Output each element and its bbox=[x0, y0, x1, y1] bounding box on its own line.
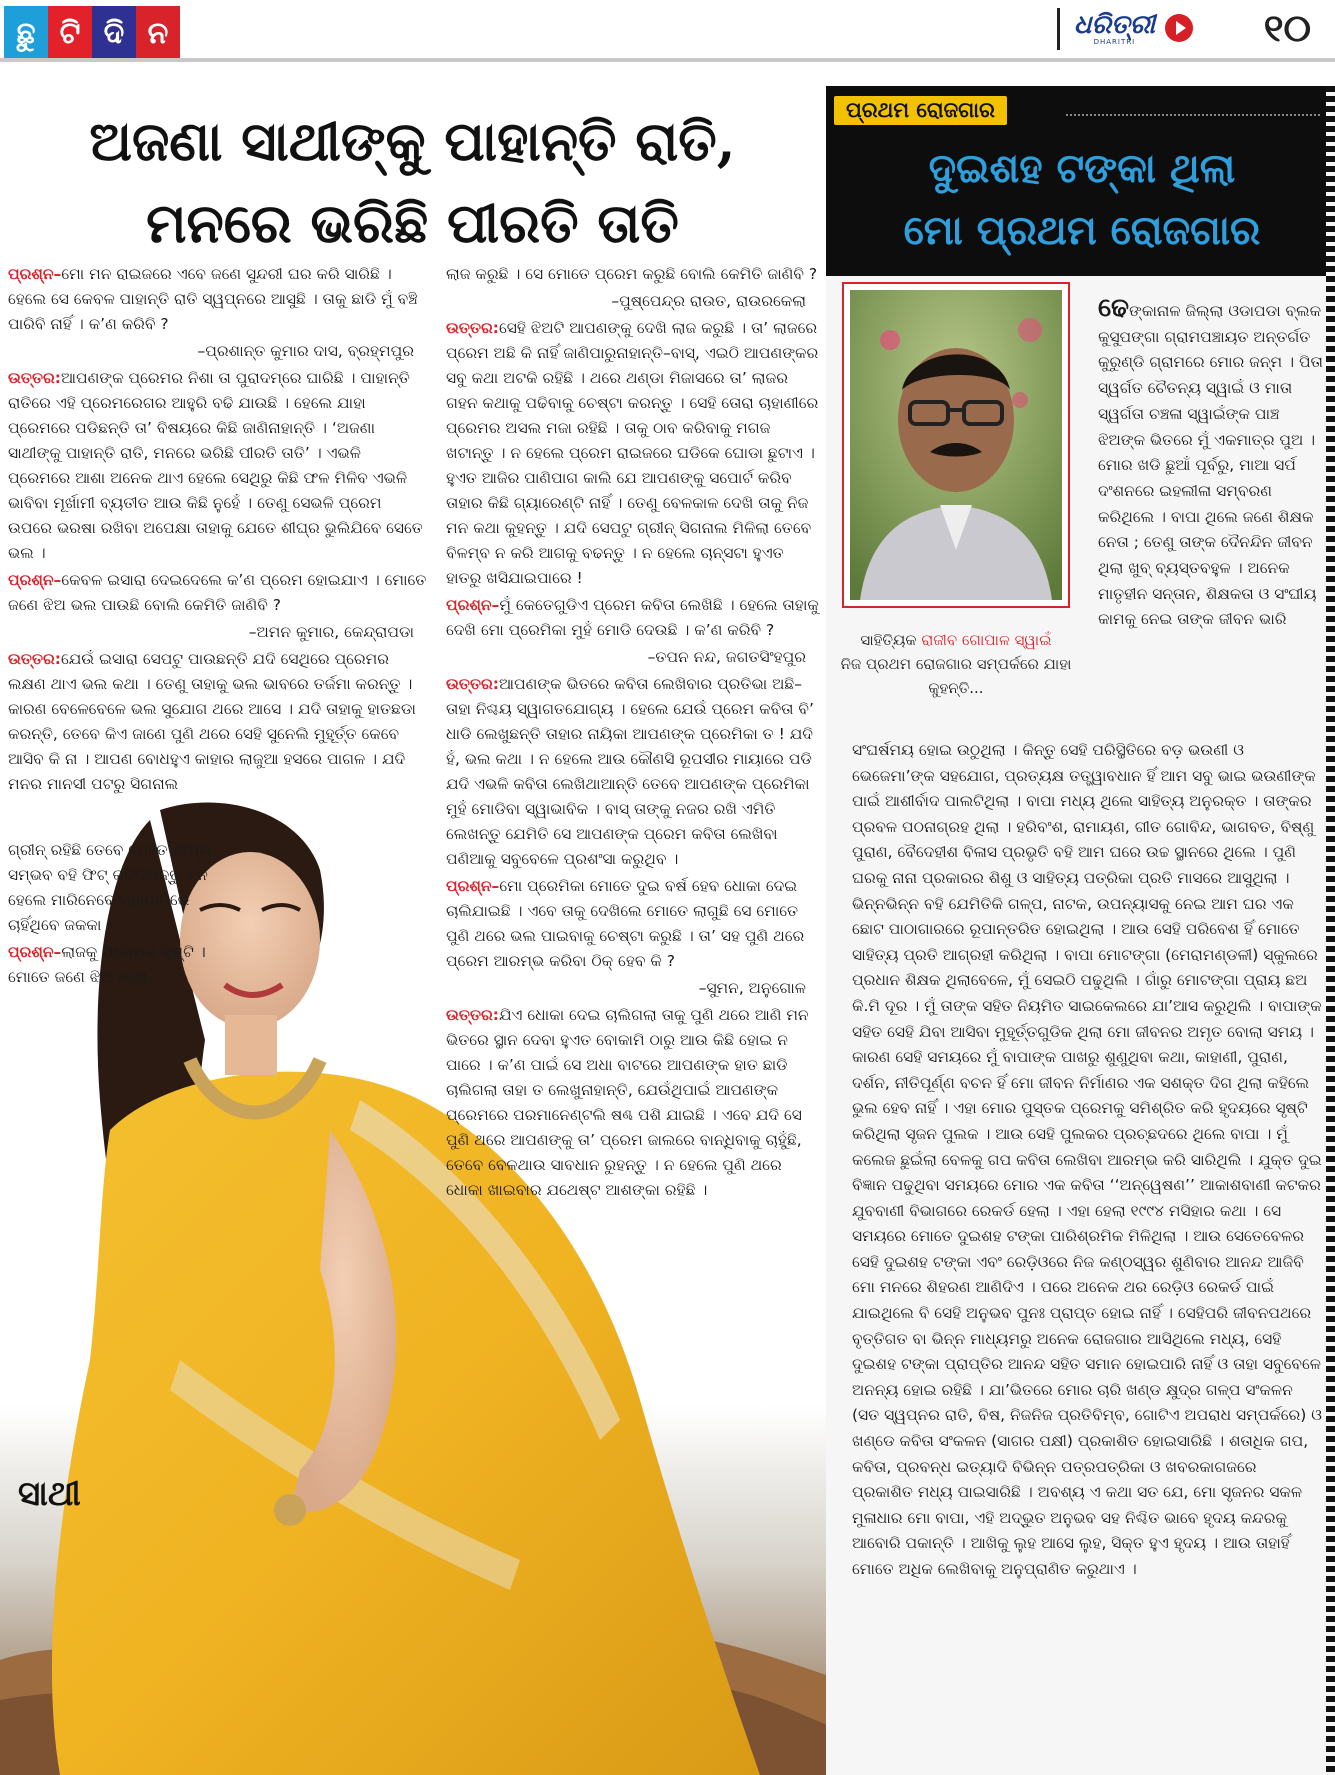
article-intro bbox=[1098, 293, 1324, 633]
qa-text: ଗ୍ରୀନ୍ ରହିଛି ତେବେ ଯେତେ ଶୀଘ୍ର ସମ୍ଭବ ବହି ଫିଟ୍ କରିଦିଅନ୍ତୁ । ନ ହେଲେ ମାରିନେବେ ମହାପାତ୍ରେ ଚାହିଁଥିବେ ଜକକା ! bbox=[8, 841, 211, 934]
qa-text: ମୁଁ କେତେଗୁଡିଏ ପ୍ରେମ କବିତା ଲେଖିଛି । ହେଲେ ତାହାକୁ ଦେଖି ମୋ ପ୍ରେମିକା ମୁହଁ ମୋଡି ଦେଉଛି । କ’ଣ କରିବି ? bbox=[446, 596, 819, 639]
portrait-caption bbox=[838, 628, 1074, 700]
question bbox=[8, 262, 428, 337]
brand-letter: ଛୁ bbox=[4, 6, 48, 60]
answer bbox=[446, 262, 820, 287]
qa-text: ଲାଜ କରୁଛି । ସେ ମୋତେ ପ୍ରେମ କରୁଛି ବୋଲି କେମିତି ଜାଣିବି ? bbox=[446, 265, 818, 283]
answer bbox=[446, 1003, 820, 1203]
question-label: ପ୍ରଶ୍ନ– bbox=[8, 571, 62, 589]
decorative-side-bar bbox=[1326, 86, 1335, 1775]
author-portrait bbox=[842, 282, 1070, 608]
caption-rest: ନିଜ ପ୍ରଥମ ରୋଜଗାର ସମ୍ପର୍କରେ ଯାହା କୁହନ୍ତି... bbox=[840, 655, 1072, 697]
question bbox=[446, 874, 820, 974]
question-label: ପ୍ରଶ୍ନ– bbox=[446, 877, 500, 895]
qa-text: ଆପଣଙ୍କ ପ୍ରେମର ନିଶା ତା ପୁରାଦମ୍ରେ ଘାରିଛି । ପାହାନ୍ତି ରାତିରେ ଏହି ପ୍ରେମରେଗର ଆହୁରି ବଢି ଯାଉଛି । ହେଲେ ଯାହା ପ୍ରେମରେ ପଡିଛନ୍ତି ତା’ ବିଷୟରେ କିଛି ଜାଣିନାହାନ୍ତି । ‘ଅଜଣା ସାଥୀଙ୍କୁ ପାହାନ୍ତି ରାତି, ମନରେ ଭରିଛି ପୀରତି ତାତି’ । ଏଭଳି ପ୍ରେମରେ ଆଶା ଅନେକ ଥାଏ ହେଲେ ସେଥିରୁ କିଛି ଫଳ ମିଳିବ ଏଭଳି ଭାବିବା ମୂର୍ଖାମୀ ବ୍ୟତୀତ ଆଉ କିଛି ନୁହେଁ । ତେଣୁ ସେଭଳି ପ୍ରେମ ଉପରେ ଭରଷା ରଖିବା ଅପେକ୍ଷା ତାହାକୁ ଯେତେ ଶୀଘ୍ର ଭୁଲିଯିବେ ସେତେ ଭଲ । bbox=[8, 369, 423, 562]
qa-text: କେବଳ ଇସାରା ଦେଇଦେଲେ କ’ଣ ପ୍ରେମ ହୋଇଯାଏ । ମୋତେ ଜଣେ ଝିଅ ଭଲ ପାଉଛି ବୋଲି କେମିତି ଜାଣିବି ? bbox=[8, 571, 427, 614]
columnist-signature: ସାଥୀ bbox=[18, 1474, 81, 1514]
section-brand bbox=[4, 6, 180, 60]
drop-cap: ଢେ bbox=[1098, 293, 1130, 323]
brand-letter: ଟି bbox=[48, 6, 92, 60]
answer-label: ଉତ୍ତର: bbox=[446, 319, 499, 337]
author-name: ରାଜୀବ ଗୋପାଳ ସ୍ୱାଇଁ bbox=[921, 631, 1052, 649]
answer-label: ଉତ୍ତର: bbox=[446, 675, 499, 693]
answer-label: ଉତ୍ତର: bbox=[446, 1006, 499, 1024]
qa-text: ସେହି ଝିଅଟି ଆପଣଙ୍କୁ ଦେଖି ଲାଜ କରୁଛି । ତା’ ଲାଜରେ ପ୍ରେମ ଅଛି କି ନାହିଁ ଜାଣିପାରୁନାହାନ୍ତି–ବାସ୍, ଏଇଠି ଆପଣଙ୍କର ସବୁ କଥା ଅଟକି ରହିଛି । ଥରେ ଥଣ୍ଡା ମିଜାସରେ ତା’ ଲାଜର ଗହନ କଥାକୁ ପଢିବାକୁ ଚେଷ୍ଟା କରନ୍ତୁ । ସେହି ତୋରା ଚାହାଣୀରେ ପ୍ରେମର ଅସଲ ମଜା ରହିଛି । ତାକୁ ଠାବ କରିବାକୁ ମଗଜ ଖଟାନ୍ତୁ । ନ ହେଲେ ପ୍ରେମ ରାଇଜରେ ଘଡିକେ ଘୋଡା ଛୁଟାଏ । ହୁଏତ ଆଜିର ପାଣିପାଗ କାଲି ଯେ ଆପଣଙ୍କୁ ସପୋର୍ଟ କରିବ ତାହାର କିଛି ଗ୍ୟାରେଣ୍ଟି ନାହିଁ । ତେଣୁ ବେଳକାଳ ଦେଖି ତାକୁ ନିଜ ମନ କଥା କୁହନ୍ତୁ । ଯଦି ସେପଟୁ ଗ୍ରୀନ୍ ସିଗନାଲ ମିଳିଲା ତେବେ ବିଳମ୍ବ ନ କରି ଆଗକୁ ବଢନ୍ତୁ । ନ ହେଲେ ଚାନ୍ସଟା ହୁଏତ ହାତରୁ ଖସିଯାଇପାରେ ! bbox=[446, 319, 819, 587]
questioner-signature: –ଅମନ କୁମାର, କେନ୍ଦ୍ରାପଡା bbox=[248, 623, 414, 641]
right-article-title bbox=[836, 138, 1328, 262]
brand-letter: ଦି bbox=[92, 6, 136, 60]
tag-divider bbox=[1066, 114, 1320, 116]
qa-text: ଯେଉଁ ଇସାରା ସେପଟୁ ପାଉଛନ୍ତି ଯଦି ସେଥିରେ ପ୍ରେମର ଲକ୍ଷଣ ଥାଏ ଭଲ କଥା । ତେଣୁ ତାହାକୁ ଭଲ ଭାବରେ ତର୍ଜମା କରନ୍ତୁ । କାରଣ ବେଳେବେଳେ ଭଲ ସୁଯୋଗ ଥରେ ଆସେ । ଯଦି ତାହାକୁ ହାତଛଡା କରନ୍ତି, ତେବେ କିଏ ଜାଣେ ପୁଣି ଥରେ ସେହି ସୁନେଲି ମୁହୂର୍ତ୍ତ କେବେ ଆସିବ କି ନା । ଆପଣ ବୋଧହୁଏ କାହାର ଲାଜୁଆ ହସରେ ପାଗଳ । ଯଦି ମନର ମାନସୀ ପଟରୁ ସିଗନାଲ bbox=[8, 650, 416, 793]
answer bbox=[8, 647, 428, 797]
question-label: ପ୍ରଶ୍ନ– bbox=[446, 596, 500, 614]
qa-column-2 bbox=[446, 262, 820, 1205]
question bbox=[8, 940, 218, 990]
answer bbox=[8, 366, 428, 566]
article-body: ସଂଘର୍ଷମୟ ହୋଇ ଉଠୁଥିଲା । କିନ୍ତୁ ସେହି ପରିସ୍ଥିତିରେ ବଡ଼ ଭଉଣୀ ଓ ଭେଜେମା’ଙ୍କ ସହଯୋଗ, ପ୍ରତ୍ୟକ୍ଷ ତତ୍ତ୍ୱାବଧାନ ହିଁ ଆମ ସବୁ ଭାଇ ଭଉଣୀଙ୍କ ପାଇଁ ଆଶୀର୍ବାଦ ପାଲଟିଥିଲା । ବାପା ମଧ୍ୟ ଥିଲେ ସାହିତ୍ୟ ଅନୁରକ୍ତ । ତାଙ୍କର ପ୍ରବଳ ପଠନାଗ୍ରହ ଥିଲା । ହରିବଂଶ, ରାମାୟଣ, ଗୀତ ଗୋବିନ୍ଦ, ଭାଗବତ, ବିଷ୍ଣୁ ପୁରାଣ, ବୈଦେହୀଶ ବିଳାସ ପ୍ରଭୃତି ବହି ଆମ ଘରେ ଉଚ୍ଚ ସ୍ଥାନରେ ଥିଲେ । ପୁଣି ଘରକୁ ନାନା ପ୍ରକାରର ଶିଶୁ ଓ ସାହିତ୍ୟ ପତ୍ରିକା ପ୍ରତି ମାସରେ ଆସୁଥିଲା । ଭିନ୍ନଭିନ୍ନ ବହି ଯେମିତିକି ଗଳ୍ପ, ନାଟକ, ଉପନ୍ୟାସକୁ ନେଇ ଆମ ଘର ଏକ ଛୋଟ ପାଠାଗାରରେ ରୂପାନ୍ତରିତ ହୋଇଥିଲା । ଆଉ ସେହି ପରିବେଶ ହିଁ ମୋତେ ସାହିତ୍ୟ ପ୍ରତି ଆଗ୍ରହୀ କରିଥିଲା । ବାପା ମୋଟଙ୍ଗା (ମେରାମଣ୍ଡଳୀ) ସ୍କୁଲରେ ପ୍ରଧାନ ଶିକ୍ଷକ ଥିଲାବେଳେ, ମୁଁ ସେଇଠି ପଢୁଥିଲି । ଗାଁରୁ ମୋଟଙ୍ଗା ପ୍ରାୟ ଛଅ କି.ମି ଦୂର । ମୁଁ ତାଙ୍କ ସହିତ ନିୟମିତ ସାଇକେଲରେ ଯା’ଆସ କରୁଥିଲି । ବାପାଙ୍କ ସହିତ ସେହି ଯିବା ଆସିବା ମୁହୂର୍ତ୍ତଗୁଡିକ ଥିଲା ମୋ ଜୀବନର ଅମୃତ ବୋଲା ସମୟ । କାରଣ ସେହି ସମୟରେ ମୁଁ ବାପାଙ୍କ ପାଖରୁ ଶୁଣୁଥିବା କଥା, କାହାଣୀ, ପୁରାଣ, ଦର୍ଶନ, ନୀତିପୂର୍ଣ୍ଣ ବଚନ ହିଁ ମୋ ଜୀବନ ନିର୍ମାଣର ଏକ ସଶକ୍ତ ଦିଗ ଥିଲା କହିଲେ ଭୁଲ ହେବ ନାହିଁ । ଏହା ମୋର ପୁସ୍ତକ ପ୍ରେମକୁ ସମିଶ୍ରିତ କରି ହୃଦୟରେ ସୃଷ୍ଟି କରିଥିଲା ସୃଜନ ପୁଲକ । ଆଉ ସେହି ପୁଲକର ପ୍ରଚ୍ଛଦରେ ଥିଲେ ବାପା । ମୁଁ କଲେଜ ଛୁଇଁଲା ବେଳକୁ ଗପ କବିତା ଲେଖିବା ଆରମ୍ଭ କରି ସାରିଥିଲି । ଯୁକ୍ତ ଦୁଇ ବିଜ୍ଞାନ ପଢୁଥିବା ସମୟରେ ମୋର ଏକ କବିତା ‘‘ଅନ୍ୱେଷଣ’’ ଆକାଶବାଣୀ କଟକର ଯୁବବାଣୀ ବିଭାଗରେ ରେକର୍ଡ ହେଲା । ଏହା ହେଲା ୧୯୯୪ ମସିହାର କଥା । ସେ ସମୟରେ ମୋତେ ଦୁଇଶହ ଟଙ୍କା ପାରିଶ୍ରମିକ ମିଳିଥିଲା । ଆଉ ସେତେବେଳର ସେହି ଦୁଇଶହ ଟଙ୍କା ଏବଂ ରେଡ଼ିଓରେ ନିଜ କଣ୍ଠସ୍ୱର ଶୁଣିବାର ଆନନ୍ଦ ଆଜିବି ମୋ ମନରେ ଶିହରଣ ଆଣିଦିଏ । ପରେ ଅନେକ ଥର ରେଡ଼ିଓ ରେକର୍ଡ ପାଇଁ ଯାଇଥିଲେ ବି ସେହି ଅନୁଭବ ପୁନଃ ପ୍ରାପ୍ତ ହୋଇ ନାହିଁ । ସେହିପରି ଜୀବନପଥରେ ବୃତ୍ତିଗତ ବା ଭିନ୍ନ ମାଧ୍ୟମରୁ ଅନେକ ରୋଜଗାର ଆସିଥିଲେ ମଧ୍ୟ, ସେହି ଦୁଇଶହ ଟଙ୍କା ପ୍ରାପ୍ତିର ଆନନ୍ଦ ସହିତ ସମାନ ହୋଇପାରି ନାହିଁ ଓ ତାହା ସବୁବେଳେ ଅନନ୍ୟ ହୋଇ ରହିଛି । ଯା’ଭିତରେ ମୋର ଚାରି ଖଣ୍ଡ କ୍ଷୁଦ୍ର ଗଳ୍ପ ସଂକଳନ (ସତ ସ୍ୱପ୍ନର ରାତି, ବିଷ, ନିଜନିଜ ପ୍ରତିବିମ୍ବ, ଗୋଟିଏ ଅପରାଧ ସମ୍ପର୍କରେ) ଓ ଖଣ୍ଡେ କବିତା ସଂକଳନ (ସାଗର ପକ୍ଷୀ) ପ୍ରକାଶିତ ହୋଇସାରିଛି । ଶତାଧିକ ଗପ, କବିତା, ପ୍ରବନ୍ଧ ଇତ୍ୟାଦି ବିଭିନ୍ନ ପତ୍ରପତ୍ରିକା ଓ ଖବରକାଗଜରେ ପ୍ରକାଶିତ ମଧ୍ୟ ପାଇସାରିଛି । ଅବଶ୍ୟ ଏ କଥା ସତ ଯେ, ମୋ ସୃଜନର ସକଳ ମୁଳାଧାର ମୋ ବାପା, ଏହି ଅଦ୍ଭୁତ ଅନୁଭବ ସହ ନିଶ୍ଚିତ ଭାବେ ହୃଦୟ କନ୍ଦରକୁ ଆବୋରି ପକାନ୍ତି । ଆଖିକୁ ଲୁହ ଆସେ ଲୁହ, ସିକ୍ତ ହୁଏ ହୃଦୟ । ଆଉ ତାହାହିଁ ମୋତେ ଅଧିକ ଲେଖିବାକୁ ଅନୁପ୍ରାଣିତ କରୁଥାଏ । bbox=[852, 741, 1322, 1578]
header-divider bbox=[0, 58, 1335, 62]
questioner-signature: –ପୁଷ୍ପେନ୍ଦ୍ର ରାଉତ, ରାଉରକେଲା bbox=[611, 292, 806, 310]
left-title-line-2: ମନରେ ଭରିଛି ପୀରତି ତାତି bbox=[146, 191, 679, 255]
masthead bbox=[0, 0, 1335, 62]
qa-column-1-continued bbox=[8, 838, 218, 992]
right-title-line-1: ଦୁଇଶହ ଟଙ୍କା ଥିଲା bbox=[928, 146, 1236, 192]
intro-text: ଙ୍କାନାଳ ଜିଲ୍ଲା ଓଡାପଡା ବ୍ଲକ କୁସୁପଙ୍ଗା ଗ୍ରାମପଞ୍ଚାୟତ ଅନ୍ତର୍ଗତ କୁରୁଣ୍ଡି ଗ୍ରାମରେ ମୋର ଜନ୍ମ । ପିତା ସ୍ୱର୍ଗତ ଚୈତନ୍ୟ ସ୍ୱାଇଁ ଓ ମାତା ସ୍ୱର୍ଗତା ଚଞ୍ଚଳା ସ୍ୱାଇଁଙ୍କ ପାଞ୍ଚ ଝିଅଙ୍କ ଭିତରେ ମୁଁ ଏକମାତ୍ର ପୁଅ । ମୋର ଖଡି ଛୁଆଁ ପୂର୍ବରୁ, ମାଆ ସର୍ପ ଦଂଶନରେ ଇହଲୀଳା ସମ୍ବରଣ କରିଥିଲେ । ବାପା ଥିଲେ ଜଣେ ଶିକ୍ଷକ ନେତା ; ତେଣୁ ତାଙ୍କ ଦୈନନ୍ଦିନ ଜୀବନ ଥିଲା ଖୁବ୍ ବ୍ୟସ୍ତବହୁଳ । ଅନେକ ମାତୃହୀନ ସନ୍ତାନ, ଶିକ୍ଷକତା ଓ ସଂଘୀୟ କାମକୁ ନେଇ ତାଙ୍କ ଜୀବନ ଭାରି bbox=[1098, 302, 1323, 629]
qa-text: ଯିଏ ଧୋକା ଦେଇ ଚାଲିଗଲା ତାକୁ ପୁଣି ଥରେ ଆଣି ମନ ଭିତରେ ସ୍ଥାନ ଦେବା ହୁଏତ ବୋକାମି ଠାରୁ ଆଉ କିଛି ହୋଇ ନ ପାରେ । କ’ଣ ପାଇଁ ସେ ଅଧା ବାଟରେ ଆପଣଙ୍କ ହାତ ଛାଡି ଚାଲିଗଲା ତାହା ତ ଲେଖୁନାହାନ୍ତି, ଯେଉଁଥିପାଇଁ ଆପଣଙ୍କ ପ୍ରେମରେ ପରମାନେଣ୍ଟଲି ଷଣ୍ଢ ପଶି ଯାଇଛି । ଏବେ ଯଦି ସେ ପୁଣି ଥରେ ଆପଣଙ୍କୁ ତା’ ପ୍ରେମ ଜାଲରେ ବାନ୍ଧିବାକୁ ଚାହୁଁଛି, ତେବେ ବେଳଥାଉ ସାବଧାନ ରୁହନ୍ତୁ । ନ ହେଲେ ପୁଣି ଥରେ ଧୋକା ଖାଇବାର ଯଥେଷ୍ଟ ଆଶଙ୍କା ରହିଛି । bbox=[446, 1006, 809, 1199]
questioner-signature: –ତପନ ନନ୍ଦ, ଜଗତସିଂହପୁର bbox=[647, 648, 806, 666]
play-icon bbox=[1165, 14, 1193, 42]
author-photo bbox=[850, 290, 1062, 600]
question-label: ପ୍ରଶ୍ନ– bbox=[8, 265, 62, 283]
publication-sub: DHARITRI bbox=[1093, 38, 1136, 46]
question bbox=[446, 593, 820, 643]
brand-letter: ନ bbox=[136, 6, 180, 60]
questioner-signature: –ସୁମନ, ଅନୁଗୋଳ bbox=[698, 979, 806, 997]
qa-text: ମୋ ପ୍ରେମିକା ମୋତେ ଦୁଇ ବର୍ଷ ହେବ ଧୋକା ଦେଇ ଚାଲିଯାଇଛି । ଏବେ ତାକୁ ଦେଖିଲେ ମୋତେ ଲାଗୁଛି ସେ ମୋତେ ପୁଣି ଥରେ ଭଲ ପାଇବାକୁ ଚେଷ୍ଟା କରୁଛି । ତା’ ସହ ପୁଣି ଥରେ ପ୍ରେମ ଆରମ୍ଭ କରିବା ଠିକ୍ ହେବ କି ? bbox=[446, 877, 805, 970]
qa-text: ଆପଣଙ୍କ ଭିତରେ କବିତା ଲେଖିବାର ପ୍ରତିଭା ଅଛି–ତାହା ନିଶ୍ଚୟ ସ୍ୱାଗତଯୋଗ୍ୟ । ହେଲେ ଯେଉଁ ପ୍ରେମ କବିତା ବି’ ଧାଡି ଲେଖୁଛନ୍ତି ତାହାର ନାୟିକା ଆପଣଙ୍କ ପ୍ରେମିକା ତ ! ଯଦି ହଁ, ଭଲ କଥା । ନ ହେଲେ ଆଉ କୌଣସି ରୂପସୀର ମାୟାରେ ପଡି ଯଦି ଏଭଳି କବିତା ଲେଖିଥାଆନ୍ତି ତେବେ ଆପଣଙ୍କ ପ୍ରେମିକା ମୁହଁ ମୋଡିବା ସ୍ୱାଭାବିକ । ବାସ୍ ତାଙ୍କୁ ନଜର ରଖି ଏମିତି ଲେଖନ୍ତୁ ଯେମିତି ସେ ଆପଣଙ୍କ ପ୍ରେମ କବିତା ଲେଖିବା ପଣିଆକୁ ସବୁବେଳେ ପ୍ରଶଂସା କରୁଥିବ । bbox=[446, 675, 814, 868]
left-article-title bbox=[10, 100, 815, 264]
qa-column-1 bbox=[8, 262, 428, 799]
section-tag: ପ୍ରଥମ ରୋଜଗାର bbox=[834, 96, 1007, 125]
answer-label: ଉତ୍ତର: bbox=[8, 369, 61, 387]
caption-prefix: ସାହିତ୍ୟିକ bbox=[860, 631, 917, 649]
answer-label: ଉତ୍ତର: bbox=[8, 650, 61, 668]
qa-text: ଲାଜକୁ ପ୍ରେମର ସୃଷ୍ଟି । ମୋତେ ଜଣେ ଝିଅ ଦେଖି bbox=[8, 943, 206, 986]
qa-text: ମୋ ମନ ରାଇଜରେ ଏବେ ଜଣେ ସୁନ୍ଦରୀ ଘର କରି ସାରିଛି । ହେଲେ ସେ କେବଳ ପାହାନ୍ତି ରାତି ସ୍ୱପ୍ନରେ ଆସୁଛି । ତାକୁ ଛାଡି ମୁଁ ବଞ୍ଚି ପାରିବି ନାହିଁ । କ’ଣ କରିବି ? bbox=[8, 265, 418, 333]
answer bbox=[446, 672, 820, 872]
answer bbox=[446, 316, 820, 591]
question bbox=[8, 568, 428, 618]
right-title-line-2: ମୋ ପ୍ରଥମ ରୋଜଗାର bbox=[903, 208, 1261, 254]
questioner-signature: –ପ୍ରଶାନ୍ତ କୁମାର ଦାସ, ବ୍ରହ୍ମପୁର bbox=[197, 342, 414, 360]
publication-logo bbox=[1057, 8, 1155, 50]
left-title-line-1: ଅଜଣା ସାଥୀଙ୍କୁ ପାହାନ୍ତି ରାତି, bbox=[89, 109, 736, 173]
publication-name: ଧରିତ୍ରୀ bbox=[1073, 10, 1155, 40]
page-number: ୧୦ bbox=[1263, 6, 1311, 50]
answer bbox=[8, 838, 218, 938]
question-label: ପ୍ରଶ୍ନ– bbox=[8, 943, 62, 961]
